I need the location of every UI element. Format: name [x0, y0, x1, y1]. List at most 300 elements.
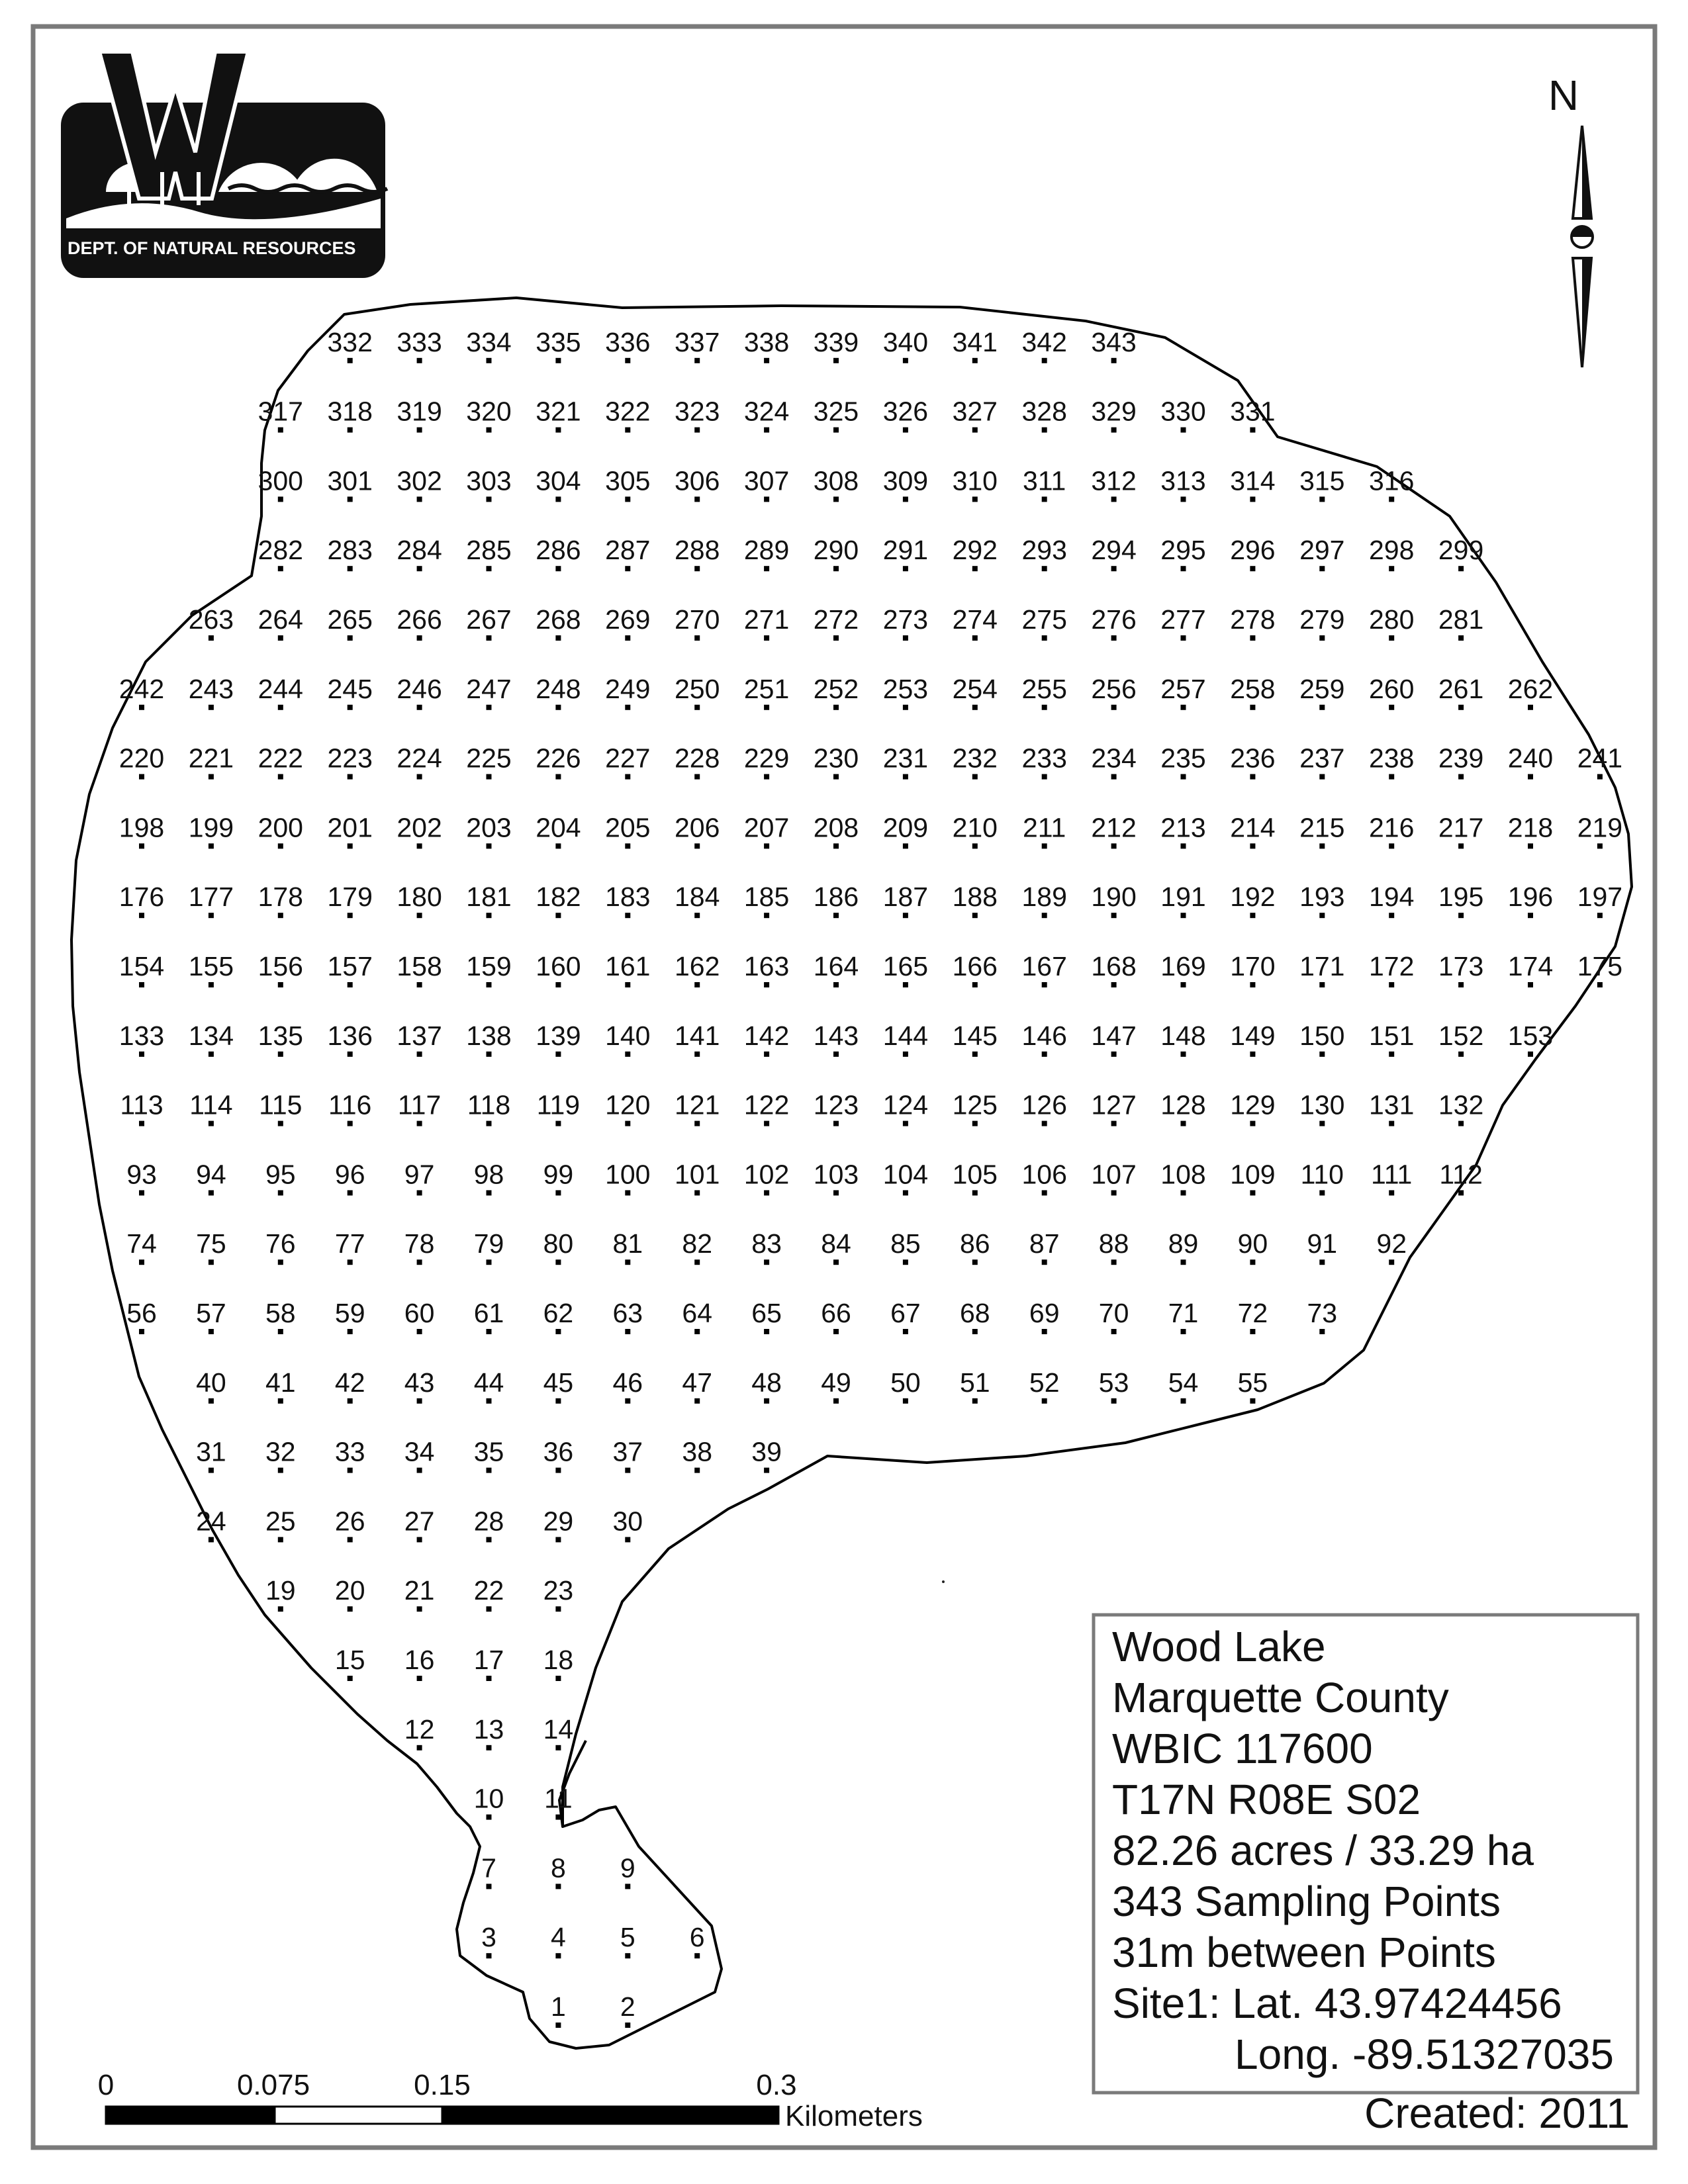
svg-text:140: 140	[605, 1020, 651, 1051]
svg-text:203: 203	[466, 812, 512, 843]
svg-text:225: 225	[466, 743, 512, 774]
svg-text:15: 15	[334, 1645, 365, 1675]
svg-text:11: 11	[544, 1783, 573, 1814]
svg-text:193: 193	[1299, 882, 1345, 913]
svg-text:178: 178	[258, 882, 304, 913]
svg-text:54: 54	[1168, 1367, 1199, 1398]
svg-text:96: 96	[334, 1159, 365, 1190]
svg-text:130: 130	[1299, 1089, 1345, 1120]
svg-text:16: 16	[404, 1645, 435, 1675]
svg-text:116: 116	[328, 1089, 372, 1120]
svg-text:3: 3	[481, 1922, 496, 1953]
svg-text:28: 28	[473, 1506, 504, 1537]
svg-text:181: 181	[466, 882, 512, 913]
svg-text:292: 292	[952, 535, 998, 566]
svg-text:169: 169	[1160, 951, 1206, 981]
svg-text:27: 27	[404, 1506, 435, 1537]
svg-text:97: 97	[404, 1159, 435, 1190]
svg-text:247: 247	[466, 673, 512, 704]
svg-text:133: 133	[118, 1020, 165, 1051]
svg-text:115: 115	[259, 1089, 303, 1120]
svg-text:291: 291	[882, 535, 929, 566]
svg-text:98: 98	[473, 1159, 504, 1190]
scale-seg-3	[442, 2107, 778, 2124]
svg-text:122: 122	[743, 1089, 790, 1120]
svg-text:36: 36	[543, 1436, 574, 1467]
svg-text:92: 92	[1376, 1228, 1407, 1259]
svg-text:30: 30	[612, 1506, 643, 1537]
svg-text:339: 339	[813, 326, 859, 357]
svg-text:70: 70	[1098, 1298, 1129, 1328]
svg-text:257: 257	[1160, 673, 1206, 704]
svg-text:125: 125	[952, 1089, 998, 1120]
scale-seg-2	[275, 2107, 442, 2124]
svg-text:5: 5	[620, 1922, 635, 1953]
svg-text:91: 91	[1307, 1228, 1338, 1259]
svg-text:242: 242	[118, 673, 165, 704]
svg-text:272: 272	[813, 604, 859, 635]
svg-text:136: 136	[327, 1020, 373, 1051]
svg-text:279: 279	[1299, 604, 1345, 635]
svg-text:224: 224	[397, 743, 442, 774]
svg-text:218: 218	[1507, 812, 1554, 843]
svg-text:189: 189	[1021, 882, 1067, 913]
svg-text:144: 144	[882, 1020, 929, 1051]
svg-text:298: 298	[1368, 535, 1415, 566]
svg-text:7: 7	[481, 1852, 496, 1884]
svg-text:176: 176	[118, 882, 165, 913]
svg-text:42: 42	[334, 1367, 365, 1398]
svg-text:46: 46	[612, 1367, 643, 1398]
svg-text:342: 342	[1021, 326, 1067, 357]
svg-text:71: 71	[1168, 1298, 1199, 1328]
svg-text:201: 201	[327, 812, 373, 843]
info-spacing: 31m between Points	[1112, 1929, 1496, 1976]
svg-text:95: 95	[265, 1159, 296, 1190]
svg-text:258: 258	[1230, 673, 1276, 704]
svg-text:90: 90	[1237, 1228, 1268, 1259]
svg-text:82: 82	[682, 1228, 713, 1259]
svg-text:215: 215	[1299, 812, 1345, 843]
svg-text:87: 87	[1029, 1228, 1060, 1259]
svg-text:120: 120	[605, 1089, 651, 1120]
svg-text:101: 101	[674, 1159, 720, 1190]
svg-text:170: 170	[1230, 951, 1276, 981]
created-note: Created: 2011	[1364, 2089, 1630, 2137]
svg-text:86: 86	[959, 1228, 990, 1259]
svg-text:278: 278	[1230, 604, 1276, 635]
svg-text:19: 19	[265, 1575, 296, 1606]
svg-text:131: 131	[1368, 1089, 1415, 1120]
svg-text:216: 216	[1368, 812, 1415, 843]
svg-text:158: 158	[397, 951, 442, 981]
svg-text:55: 55	[1237, 1367, 1268, 1398]
svg-text:325: 325	[813, 396, 859, 427]
svg-text:195: 195	[1438, 882, 1484, 913]
svg-text:194: 194	[1368, 882, 1415, 913]
svg-text:212: 212	[1091, 812, 1137, 843]
svg-text:240: 240	[1507, 743, 1554, 774]
svg-text:69: 69	[1029, 1298, 1060, 1328]
svg-text:172: 172	[1368, 951, 1415, 981]
svg-text:314: 314	[1230, 465, 1276, 496]
svg-text:45: 45	[543, 1367, 574, 1398]
svg-text:35: 35	[473, 1436, 504, 1467]
svg-text:109: 109	[1230, 1159, 1276, 1190]
svg-text:233: 233	[1021, 743, 1067, 774]
svg-text:135: 135	[258, 1020, 304, 1051]
svg-text:227: 227	[605, 743, 651, 774]
svg-text:141: 141	[674, 1020, 720, 1051]
info-box	[1094, 1615, 1638, 2093]
svg-text:151: 151	[1368, 1020, 1415, 1051]
svg-text:68: 68	[959, 1298, 990, 1328]
svg-text:129: 129	[1230, 1089, 1276, 1120]
svg-text:301: 301	[327, 465, 373, 496]
svg-text:10: 10	[473, 1783, 504, 1814]
svg-text:84: 84	[821, 1228, 851, 1259]
svg-text:72: 72	[1237, 1298, 1268, 1328]
svg-text:199: 199	[188, 812, 234, 843]
svg-text:211: 211	[1023, 812, 1066, 843]
svg-text:62: 62	[543, 1298, 574, 1328]
svg-text:219: 219	[1577, 812, 1623, 843]
svg-text:63: 63	[612, 1298, 643, 1328]
svg-text:4: 4	[550, 1922, 566, 1953]
svg-text:32: 32	[265, 1436, 296, 1467]
svg-text:107: 107	[1091, 1159, 1137, 1190]
svg-text:326: 326	[882, 396, 929, 427]
svg-text:59: 59	[334, 1298, 365, 1328]
info-township: T17N R08E S02	[1112, 1776, 1421, 1823]
svg-text:105: 105	[952, 1159, 998, 1190]
svg-text:266: 266	[397, 604, 442, 635]
svg-text:239: 239	[1438, 743, 1484, 774]
svg-text:320: 320	[466, 396, 512, 427]
svg-text:104: 104	[882, 1159, 929, 1190]
svg-text:142: 142	[743, 1020, 790, 1051]
svg-text:156: 156	[258, 951, 304, 981]
svg-text:228: 228	[674, 743, 720, 774]
svg-text:78: 78	[404, 1228, 435, 1259]
svg-text:128: 128	[1160, 1089, 1206, 1120]
svg-text:20: 20	[334, 1575, 365, 1606]
svg-text:277: 277	[1160, 604, 1206, 635]
svg-text:295: 295	[1160, 535, 1206, 566]
svg-text:264: 264	[258, 604, 304, 635]
svg-text:22: 22	[473, 1575, 504, 1606]
svg-text:334: 334	[466, 326, 512, 357]
svg-text:338: 338	[743, 326, 790, 357]
svg-text:341: 341	[952, 326, 998, 357]
svg-text:93: 93	[126, 1159, 157, 1190]
info-county: Marquette County	[1112, 1674, 1449, 1721]
svg-text:1: 1	[550, 1991, 566, 2022]
svg-text:192: 192	[1230, 882, 1276, 913]
svg-text:191: 191	[1160, 882, 1206, 913]
svg-text:336: 336	[605, 326, 651, 357]
svg-text:40: 40	[196, 1367, 226, 1398]
svg-text:226: 226	[536, 743, 581, 774]
svg-text:187: 187	[882, 882, 929, 913]
svg-text:253: 253	[882, 673, 929, 704]
svg-text:222: 222	[258, 743, 304, 774]
svg-text:103: 103	[813, 1159, 859, 1190]
svg-text:268: 268	[536, 604, 581, 635]
svg-text:110: 110	[1300, 1159, 1344, 1190]
svg-text:310: 310	[952, 465, 998, 496]
svg-text:217: 217	[1438, 812, 1484, 843]
svg-text:12: 12	[404, 1713, 435, 1745]
svg-text:173: 173	[1438, 951, 1484, 981]
svg-text:300: 300	[258, 465, 304, 496]
svg-text:182: 182	[536, 882, 581, 913]
svg-text:237: 237	[1299, 743, 1345, 774]
svg-text:206: 206	[674, 812, 720, 843]
svg-text:2: 2	[620, 1991, 635, 2022]
svg-text:263: 263	[188, 604, 234, 635]
svg-text:152: 152	[1438, 1020, 1484, 1051]
svg-text:76: 76	[265, 1228, 296, 1259]
svg-text:38: 38	[682, 1436, 713, 1467]
svg-text:168: 168	[1091, 951, 1137, 981]
svg-text:159: 159	[466, 951, 512, 981]
svg-text:204: 204	[536, 812, 581, 843]
svg-text:175: 175	[1577, 951, 1623, 981]
svg-text:161: 161	[605, 951, 651, 981]
svg-text:229: 229	[743, 743, 790, 774]
svg-text:111: 111	[1371, 1159, 1413, 1190]
svg-text:321: 321	[536, 396, 581, 427]
svg-text:65: 65	[751, 1298, 782, 1328]
svg-text:205: 205	[605, 812, 651, 843]
svg-text:73: 73	[1307, 1298, 1338, 1328]
svg-text:126: 126	[1021, 1089, 1067, 1120]
svg-text:293: 293	[1021, 535, 1067, 566]
svg-text:307: 307	[743, 465, 790, 496]
svg-text:132: 132	[1438, 1089, 1484, 1120]
svg-text:248: 248	[536, 673, 581, 704]
info-area: 82.26 acres / 33.29 ha	[1112, 1827, 1534, 1874]
svg-text:114: 114	[189, 1089, 233, 1120]
svg-text:150: 150	[1299, 1020, 1345, 1051]
svg-text:127: 127	[1091, 1089, 1137, 1120]
svg-text:177: 177	[188, 882, 234, 913]
svg-text:231: 231	[882, 743, 929, 774]
svg-text:113: 113	[120, 1089, 164, 1120]
svg-text:220: 220	[118, 743, 165, 774]
svg-text:303: 303	[466, 465, 512, 496]
svg-text:207: 207	[743, 812, 790, 843]
svg-text:214: 214	[1230, 812, 1276, 843]
info-point-count: 343 Sampling Points	[1112, 1878, 1501, 1925]
svg-text:198: 198	[118, 812, 165, 843]
svg-text:25: 25	[265, 1506, 296, 1537]
svg-text:335: 335	[536, 326, 581, 357]
svg-text:274: 274	[952, 604, 998, 635]
svg-text:196: 196	[1507, 882, 1554, 913]
svg-text:306: 306	[674, 465, 720, 496]
svg-text:88: 88	[1098, 1228, 1129, 1259]
svg-text:267: 267	[466, 604, 512, 635]
svg-text:340: 340	[882, 326, 929, 357]
svg-text:81: 81	[612, 1228, 643, 1259]
svg-text:317: 317	[258, 396, 304, 427]
svg-text:197: 197	[1577, 882, 1623, 913]
svg-text:333: 333	[397, 326, 442, 357]
info-wbic: WBIC 117600	[1112, 1725, 1373, 1772]
scale-tick-0: 0	[97, 2069, 115, 2101]
svg-text:328: 328	[1021, 396, 1067, 427]
svg-text:256: 256	[1091, 673, 1137, 704]
svg-text:251: 251	[743, 673, 790, 704]
svg-text:165: 165	[882, 951, 929, 981]
svg-text:315: 315	[1299, 465, 1345, 496]
svg-text:236: 236	[1230, 743, 1276, 774]
svg-text:64: 64	[682, 1298, 713, 1328]
svg-text:57: 57	[196, 1298, 226, 1328]
svg-text:327: 327	[952, 396, 998, 427]
svg-text:323: 323	[674, 396, 720, 427]
svg-text:79: 79	[473, 1228, 504, 1259]
svg-text:164: 164	[813, 951, 859, 981]
svg-text:304: 304	[536, 465, 581, 496]
svg-text:8: 8	[550, 1852, 566, 1884]
svg-text:183: 183	[605, 882, 651, 913]
svg-text:305: 305	[605, 465, 651, 496]
svg-text:270: 270	[674, 604, 720, 635]
svg-text:74: 74	[126, 1228, 157, 1259]
svg-text:276: 276	[1091, 604, 1137, 635]
svg-text:75: 75	[196, 1228, 226, 1259]
svg-text:146: 146	[1021, 1020, 1067, 1051]
svg-text:99: 99	[543, 1159, 574, 1190]
scale-tick-3: 0.3	[756, 2069, 797, 2101]
svg-text:9: 9	[620, 1852, 635, 1884]
svg-text:83: 83	[751, 1228, 782, 1259]
svg-text:171: 171	[1299, 951, 1345, 981]
svg-text:294: 294	[1091, 535, 1137, 566]
svg-text:284: 284	[397, 535, 442, 566]
svg-text:6: 6	[689, 1922, 705, 1953]
logo-line-1: WISCONSIN	[106, 210, 210, 230]
svg-text:121: 121	[674, 1089, 720, 1120]
svg-text:34: 34	[404, 1436, 435, 1467]
svg-text:108: 108	[1160, 1159, 1206, 1190]
svg-text:271: 271	[743, 604, 790, 635]
svg-text:299: 299	[1438, 535, 1484, 566]
svg-text:139: 139	[536, 1020, 581, 1051]
svg-text:58: 58	[265, 1298, 296, 1328]
svg-text:308: 308	[813, 465, 859, 496]
svg-text:41: 41	[265, 1367, 296, 1398]
svg-text:280: 280	[1368, 604, 1415, 635]
svg-text:137: 137	[397, 1020, 442, 1051]
svg-text:18: 18	[543, 1645, 574, 1675]
svg-text:324: 324	[743, 396, 790, 427]
svg-text:67: 67	[890, 1298, 921, 1328]
svg-text:235: 235	[1160, 743, 1206, 774]
svg-text:100: 100	[605, 1159, 651, 1190]
svg-text:29: 29	[543, 1506, 574, 1537]
svg-text:281: 281	[1438, 604, 1484, 635]
scale-unit: Kilometers	[785, 2100, 923, 2132]
svg-text:43: 43	[404, 1367, 435, 1398]
svg-text:273: 273	[882, 604, 929, 635]
svg-text:208: 208	[813, 812, 859, 843]
svg-text:26: 26	[334, 1506, 365, 1537]
svg-text:117: 117	[397, 1089, 442, 1120]
svg-text:50: 50	[890, 1367, 921, 1398]
svg-text:312: 312	[1091, 465, 1137, 496]
svg-text:202: 202	[397, 812, 442, 843]
svg-text:56: 56	[126, 1298, 157, 1328]
svg-text:322: 322	[605, 396, 651, 427]
svg-text:200: 200	[258, 812, 304, 843]
svg-text:302: 302	[397, 465, 442, 496]
svg-text:243: 243	[188, 673, 234, 704]
svg-text:145: 145	[952, 1020, 998, 1051]
svg-text:297: 297	[1299, 535, 1345, 566]
svg-text:283: 283	[327, 535, 373, 566]
svg-text:252: 252	[813, 673, 859, 704]
svg-text:157: 157	[327, 951, 373, 981]
svg-text:223: 223	[327, 743, 373, 774]
info-lake-name: Wood Lake	[1112, 1623, 1326, 1670]
scale-tick-1: 0.075	[236, 2069, 310, 2101]
svg-text:174: 174	[1507, 951, 1554, 981]
svg-text:143: 143	[813, 1020, 859, 1051]
svg-text:48: 48	[751, 1367, 782, 1398]
svg-text:184: 184	[674, 882, 720, 913]
svg-text:60: 60	[404, 1298, 435, 1328]
svg-text:259: 259	[1299, 673, 1345, 704]
svg-text:230: 230	[813, 743, 859, 774]
svg-text:31: 31	[196, 1436, 226, 1467]
svg-text:66: 66	[821, 1298, 851, 1328]
svg-text:337: 337	[674, 326, 720, 357]
svg-text:234: 234	[1091, 743, 1137, 774]
svg-text:332: 332	[327, 326, 373, 357]
scale-seg-1	[106, 2107, 275, 2124]
svg-text:286: 286	[536, 535, 581, 566]
svg-text:343: 343	[1091, 326, 1137, 357]
svg-text:179: 179	[327, 882, 373, 913]
stray-mark	[942, 1580, 945, 1583]
svg-text:106: 106	[1021, 1159, 1067, 1190]
svg-text:238: 238	[1368, 743, 1415, 774]
svg-text:17: 17	[473, 1645, 504, 1675]
svg-text:134: 134	[188, 1020, 234, 1051]
svg-text:188: 188	[952, 882, 998, 913]
svg-text:269: 269	[605, 604, 651, 635]
svg-text:39: 39	[751, 1436, 782, 1467]
svg-text:246: 246	[397, 673, 442, 704]
svg-text:331: 331	[1230, 396, 1276, 427]
svg-text:37: 37	[612, 1436, 643, 1467]
svg-text:162: 162	[674, 951, 720, 981]
info-latitude: Site1: Lat. 43.97424456	[1112, 1979, 1562, 2027]
svg-text:61: 61	[473, 1298, 504, 1328]
svg-text:33: 33	[334, 1436, 365, 1467]
svg-text:318: 318	[327, 396, 373, 427]
svg-text:261: 261	[1438, 673, 1484, 704]
svg-text:262: 262	[1507, 673, 1554, 704]
svg-text:245: 245	[327, 673, 373, 704]
svg-text:244: 244	[258, 673, 304, 704]
svg-text:309: 309	[882, 465, 929, 496]
svg-text:190: 190	[1091, 882, 1137, 913]
